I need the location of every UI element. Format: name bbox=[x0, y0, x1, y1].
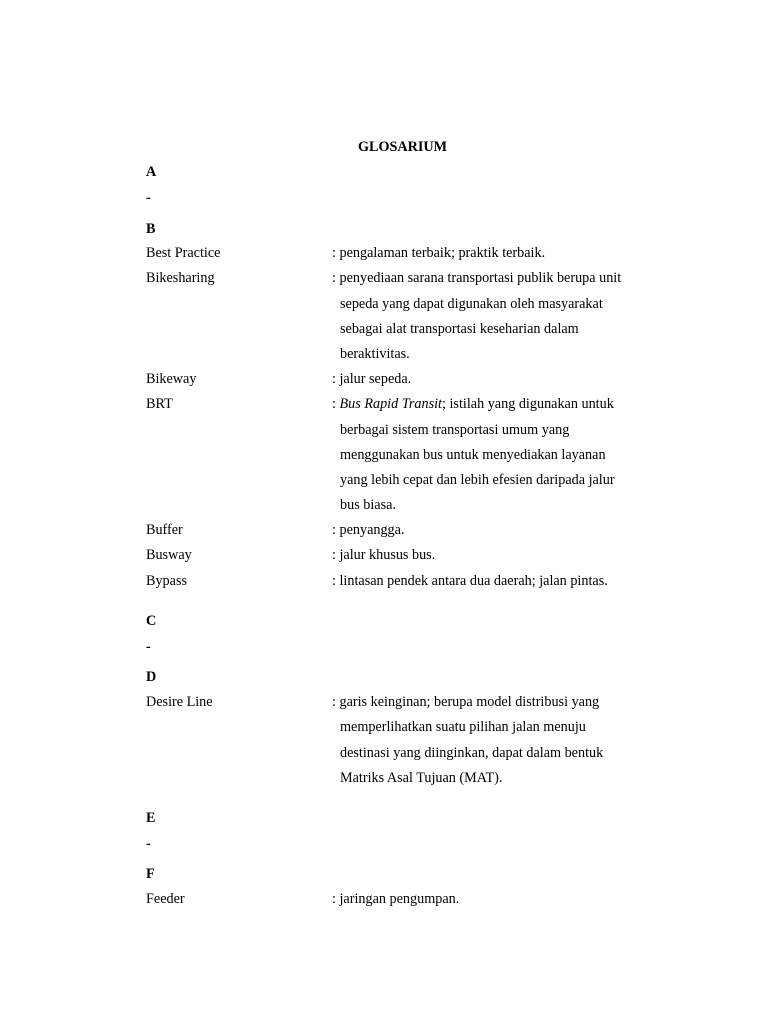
term-bypass: Bypass bbox=[146, 573, 187, 589]
definition-bikesharing-line-1: : penyediaan sarana transportasi publik berupa unit bbox=[332, 270, 622, 286]
definition-brt-italic-term: Bus Rapid Transit bbox=[339, 396, 442, 412]
term-desire-line: Desire Line bbox=[146, 694, 213, 710]
section-empty-dash-e: - bbox=[146, 836, 151, 852]
definition-brt-rest: ; istilah yang digunakan untuk bbox=[442, 396, 614, 412]
definition-best-practice: : pengalaman terbaik; praktik terbaik. bbox=[332, 245, 546, 261]
section-letter-d: D bbox=[146, 669, 157, 685]
section-letter-b: B bbox=[146, 221, 156, 237]
term-bikeway: Bikeway bbox=[146, 371, 197, 387]
term-brt: BRT bbox=[146, 396, 173, 412]
section-empty-dash-c: - bbox=[146, 639, 151, 655]
definition-busway: : jalur khusus bus. bbox=[332, 547, 436, 563]
definition-brt-line-4: yang lebih cepat dan lebih efesien daripada jalur bbox=[340, 472, 615, 488]
definition-desire-line-line-2: memperlihatkan suatu pilihan jalan menuju bbox=[340, 719, 586, 735]
term-buffer: Buffer bbox=[146, 522, 183, 538]
definition-desire-line-line-4: Matriks Asal Tujuan (MAT). bbox=[340, 770, 503, 786]
definition-bikesharing-line-3: sebagai alat transportasi keseharian dalam bbox=[340, 321, 579, 337]
definition-bikeway: : jalur sepeda. bbox=[332, 371, 412, 387]
definition-brt-line-1 bbox=[332, 396, 614, 413]
definition-desire-line-line-1: : garis keinginan; berupa model distribusi yang bbox=[332, 694, 600, 710]
definition-brt-line-2: berbagai sistem transportasi umum yang bbox=[340, 422, 570, 438]
section-empty-dash-a: - bbox=[146, 190, 151, 206]
term-busway: Busway bbox=[146, 547, 192, 563]
definition-bypass: : lintasan pendek antara dua daerah; jalan pintas. bbox=[332, 573, 608, 589]
definition-brt-prefix: : bbox=[332, 396, 340, 412]
definition-feeder: : jaringan pengumpan. bbox=[332, 891, 460, 907]
section-letter-f: F bbox=[146, 866, 155, 882]
term-best-practice: Best Practice bbox=[146, 245, 221, 261]
definition-bikesharing-line-2: sepeda yang dapat digunakan oleh masyarakat bbox=[340, 296, 603, 312]
section-letter-e: E bbox=[146, 810, 156, 826]
section-letter-a: A bbox=[146, 164, 157, 180]
definition-brt-line-3: menggunakan bus untuk menyediakan layanan bbox=[340, 447, 606, 463]
term-bikesharing: Bikesharing bbox=[146, 270, 215, 286]
definition-brt-line-5: bus biasa. bbox=[340, 497, 396, 513]
definition-desire-line-line-3: destinasi yang diinginkan, dapat dalam bentuk bbox=[340, 745, 604, 761]
definition-buffer: : penyangga. bbox=[332, 522, 405, 538]
definition-bikesharing-line-4: beraktivitas. bbox=[340, 346, 410, 362]
page-title: GLOSARIUM bbox=[357, 139, 448, 155]
term-feeder: Feeder bbox=[146, 891, 185, 907]
section-letter-c: C bbox=[146, 613, 157, 629]
